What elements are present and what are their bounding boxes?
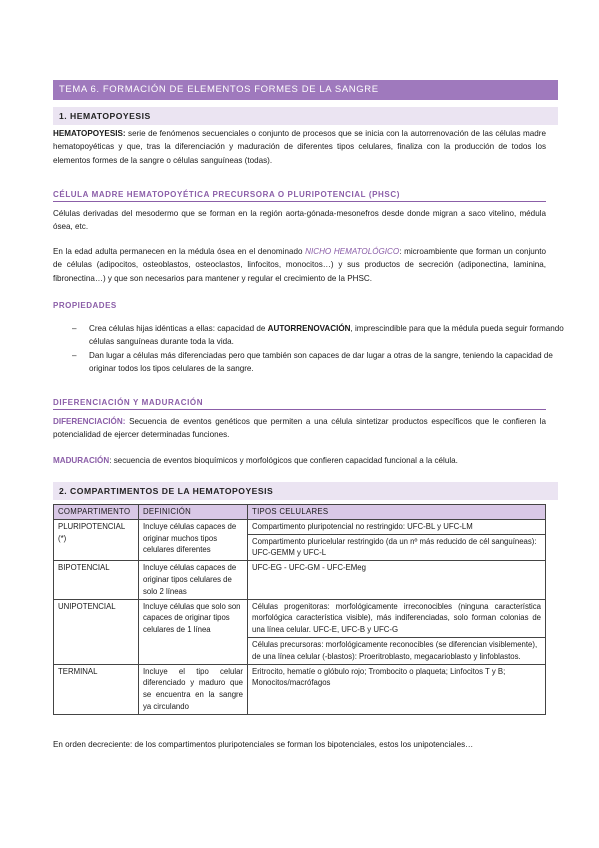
compartment-name: PLURIPOTENCIAL (*)	[54, 519, 139, 560]
compartment-name: BIPOTENCIAL	[54, 561, 139, 599]
compartment-definition: Incluye células que solo son capaces de originar tipos celulares de 1 línea	[139, 599, 248, 664]
list-item: – Dan lugar a células más diferenciadas pero que también son capaces de dar lugar a otras de la sangre, teniendo la capacidad de originar todos los tipos celulares de la sangre.	[89, 349, 582, 376]
table-row	[54, 561, 546, 599]
maduracion-definition	[53, 454, 546, 467]
subheading-diferenciacion: DIFERENCIACIÓN Y MADURACIÓN	[53, 398, 546, 410]
compartment-name: TERMINAL	[54, 664, 139, 714]
phsc-paragraph-1: Células derivadas del mesodermo que se forman en la región aorta-gónada-mesonefros desde donde migran a saco vitelino, médula ósea, etc.	[53, 209, 546, 232]
column-header-definicion: DEFINICIÓN	[139, 505, 248, 520]
table-row	[54, 664, 546, 714]
propiedades-list	[53, 322, 582, 375]
phsc-p2-before: En la edad adulta permanecen en la médula ósea en el denominado	[53, 247, 306, 256]
diferenciacion-term: DIFERENCIACIÓN:	[53, 417, 126, 426]
table-row	[54, 599, 546, 637]
hematopoyesis-definition	[53, 127, 546, 167]
compartment-definition: Incluye células capaces de originar tipos celulares de solo 2 líneas	[139, 561, 248, 599]
section-heading-compartimentos: 2. COMPARTIMENTOS DE LA HEMATOPOYESIS	[53, 482, 558, 500]
section-heading-hematopoyesis: 1. HEMATOPOYESIS	[53, 107, 558, 125]
prop-item1-before: Crea células hijas idénticas a ellas: capacidad de	[89, 324, 268, 333]
table-footnote: En orden decreciente: de los compartimentos pluripotenciales se forman los bipotenciales, estos los unipotenciales…	[53, 740, 474, 749]
maduracion-term: MADURACIÓN	[53, 456, 110, 465]
topic-banner: TEMA 6. FORMACIÓN DE ELEMENTOS FORMES DE LA SANGRE	[53, 80, 558, 100]
cell-types: Células progenitoras: morfológicamente irreconocibles (ninguna característica morfológica característica visible), más indiferenciadas, solo forman colonias de una línea celular. UFC-E, UFC-B y UFC-G	[248, 599, 546, 637]
compartimentos-table	[53, 504, 546, 715]
column-header-compartimento: COMPARTIMENTO	[54, 505, 139, 520]
diferenciacion-definition	[53, 415, 546, 442]
nicho-hematologico-term: NICHO HEMATOLÓGICO	[305, 247, 400, 256]
autorrenovacion-term: AUTORRENOVACIÓN	[267, 324, 351, 333]
phsc-paragraph-2	[53, 245, 546, 285]
cell-types: Células precursoras: morfológicamente reconocibles (se diferencian visiblemente), de una línea celular (-blastos): Proeritroblasto, megacarioblasto y linfoblastos.	[248, 637, 546, 664]
diferenciacion-text: Secuencia de eventos genéticos que permiten a una célula sintetizar productos específicos que le confieren la potencialidad de ejercer determinadas funciones.	[53, 417, 546, 440]
subheading-phsc: CÉLULA MADRE HEMATOPOYÉTICA PRECURSORA O PLURIPOTENCIAL (PHSC)	[53, 190, 546, 202]
compartment-name: UNIPOTENCIAL	[54, 599, 139, 664]
cell-types: Compartimento pluripotencial no restringido: UFC-BL y UFC-LM	[248, 519, 546, 534]
compartment-definition: Incluye el tipo celular diferenciado y maduro que se encuentra en la sangre ya circulando	[139, 664, 248, 714]
maduracion-text: : secuencia de eventos bioquímicos y morfológicos que confieren capacidad funcional a la célula.	[109, 456, 458, 465]
propiedades-heading: PROPIEDADES	[53, 301, 117, 310]
cell-types: UFC-EG - UFC-GM - UFC-EMeg	[248, 561, 546, 599]
definition-text: serie de fenómenos secuenciales o conjunto de procesos que se inicia con la autorrenovación de las células madre hematopoyéticas y que, tras la diferenciación y maduración de diferentes tipos celulares, finaliza con la producción de todos los elementos formes de la sangre o células sanguíneas (todas).	[53, 129, 546, 165]
cell-types: Eritrocito, hematíe o glóbulo rojo; Trombocito o plaqueta; Linfocitos T y B; Monocitos/macrófagos	[248, 664, 546, 714]
phsc-p2-after: : microambiente que forman un conjunto de células (adipocitos, osteoblastos, osteoclastos, linfocitos, monocitos…) y sus productos de secreción (adiponectina, laminina, fibronectina…) y que son necesarios para mantener y regular el crecimiento de la PHSC.	[53, 247, 546, 283]
cell-types: Compartimento pluricelular restringido (da un nº más reducido de cél sanguíneas): UFC-GEMM y UFC-L	[248, 534, 546, 561]
prop-item1-after: , imprescindible para que la médula pueda seguir formando células sanguíneas durante toda la vida.	[89, 324, 564, 347]
definition-term: HEMATOPOYESIS:	[53, 129, 126, 138]
column-header-tipos: TIPOS CELULARES	[248, 505, 546, 520]
table-header-row	[54, 505, 546, 520]
list-item	[89, 322, 582, 349]
compartment-definition: Incluye células capaces de originar muchos tipos celulares diferentes	[139, 519, 248, 560]
table-row	[54, 519, 546, 534]
